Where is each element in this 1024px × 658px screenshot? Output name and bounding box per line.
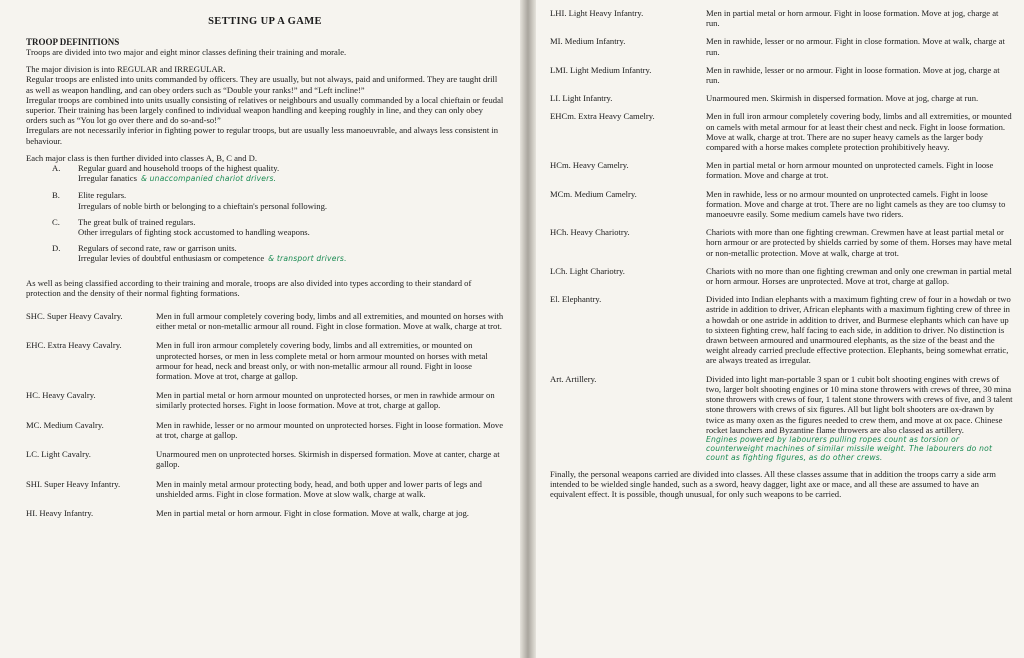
troop-entry-el [550,294,1014,365]
troop-name: SHI. Super Heavy Infantry. [26,478,121,489]
troop-description: Divided into light man-portable 3 span or 1 cubit bolt shooting engines with crews of two, larger bolt shooting engines or 10 mina stone throwers with crews of three, 30 mina stone throwers with crews of four, 1 talent stone throwers with crews of five, and 3 talent stone throwers with crews of six figures. All but light bolt shooters are ox-drawn by twice as many oxen as the figures needed to crew them, and move at ox pace. [706,373,1013,425]
troop-description: Men in partial metal or horn armour mounted on unprotected horses, or men in rawhide armour on similarly protected horses. Fight in loose formation. Move at trot, charge at gallop. [156,390,495,411]
troop-description: Men in partial metal or horn armour mounted on unprotected camels. Fight in loose formation. Move and charge at trot. [706,160,994,181]
regular-paragraph: Regular troops are enlisted into units commanded by officers. They are usually, but not always, paid and uniformed. They are taught drill as well as weapon handling, and can obey orders such as “Double your ranks!” and “Left incline!” [26,74,498,95]
troop-entry-mi [550,36,1014,56]
troop-description: Men in full iron armour completely covering body, limbs and all extremities, or mounted on camels with metal armour for at least their chest and neck. Fight in loose formation. Move at walk, charge at trot. There are no super heavy camels as the larger body compared with a horse makes complete protection prohibitively heavy. [706,111,1012,153]
class-line-regular: Regulars of second rate, raw or garrison units. [78,243,237,254]
class-letter: A. [52,163,61,174]
class-item-d [52,243,504,264]
class-line-regular: The great bulk of trained regulars. [78,216,196,227]
troop-description: Men in mainly metal armour protecting body, head, and both upper and lower parts of legs and unshielded arms. Fight in close formation. Move at slow walk, charge at walk. [156,478,482,499]
artillery-extra-text: Chinese rocket launchers and Byzantine flame throwers are also classed as artillery. [706,414,1003,435]
class-letter: D. [52,243,61,254]
troop-name: LHI. Light Heavy Infantry. [550,8,644,18]
class-line-irregular: Irregular levies of doubtful enthusiasm or competence [78,253,265,264]
troop-description: Men in full armour completely covering body, limbs and all extremities, and mounted on horses with either metal or non-metallic armour all round. Fight in close formation. Move at walk, charge at trot. [156,311,504,332]
troop-entry-lmi [550,65,1014,85]
troop-description: Chariots with more than one fighting crewman. Crewmen have at least partial metal or horn armour or are protected by shields carried by some of them. Horses may have metal or non-metallic protection. Move at walk, charge at trot. [706,227,1012,258]
troop-entry-ehcm [550,111,1014,152]
classes-intro-paragraph: Each major class is then further divided into classes A, B, C and D. [26,152,258,163]
class-letter: B. [52,190,60,201]
troop-entry-mc [26,420,504,440]
page-title: SETTING UP A GAME [208,16,322,27]
handwritten-note: & unaccompanied chariot drivers. [140,174,277,184]
troop-name: El. Elephantry. [550,294,602,305]
final-paragraph: Finally, the personal weapons carried are divided into classes. All these classes assume that in addition the troops carry a side arm intended to be wielded single handed, such as a sword, heavy dagger, light axe or mace, and all these are assumed to have an equivalent effect. It is possible, though unusual, for only such weapons to be carried. [550,468,996,499]
class-line-irregular: Irregular fanatics [78,173,137,184]
troop-entry-li [550,93,1014,103]
troop-entry-lhi [550,8,1014,28]
troop-description: Men in partial metal or horn armour. Fight in close formation. Move at walk, charge at jog. [156,507,469,518]
troop-name: LI. Light Infantry. [550,93,613,104]
troop-name: EHCm. Extra Heavy Camelry. [550,111,655,122]
troop-name: LCh. Light Chariotry. [550,265,625,276]
class-line-irregular: Other irregulars of fighting stock accustomed to handling weapons. [78,227,310,238]
class-item-a [52,163,504,184]
class-item-c [52,217,504,237]
troop-description: Chariots with no more than one fighting crewman and only one crewman in partial metal or horn armour. Horses are unprotected. Move at trot, charge at gallop. [706,265,1012,287]
troop-description: Men in rawhide, less or no armour mounted on unprotected camels. Fight in loose formation. Move and charge at trot. There are no light camels as they are too clumsy to manoeuvre easily. Some medium camels have two riders. [706,188,1006,220]
class-line-regular: Elite regulars. [78,190,127,201]
handwritten-note: Engines powered by labourers pulling ropes count as torsion or counterweight machines of similar missile weight. The labourers do not count as fighting figures, as do other crews. [706,434,993,463]
troop-name: EHC. Extra Heavy Cavalry. [26,340,122,351]
troop-description: Divided into Indian elephants with a maximum fighting crew of four in a howdah or two astride in addition to driver, African elephants with a maximum fighting crew of three in a howdah or one astride in addition to driver, and Burmese elephants which can have up to sixteen fighting crew, half facing to each side, in addition to driver. No distinction is drawn between armoured and unarmoured elephants, as the size of the beast and the weight already carried preclude effective protection. Elephants, being somewhat erratic, are always treated as irregular. [706,294,1011,366]
troop-entry-mcm [550,189,1014,220]
troop-name: SHC. Super Heavy Cavalry. [26,311,123,322]
troop-entry-shi [26,479,504,499]
troop-name: MC. Medium Cavalry. [26,419,104,430]
armour-intro-paragraph: As well as being classified according to their training and morale, troops are also divided into types according to their standard of protection and the density of their normal fighting formations. [26,277,472,298]
troop-name: MCm. Medium Camelry. [550,188,637,199]
troop-name: LC. Light Cavalry. [26,449,91,460]
troop-name: HCh. Heavy Chariotry. [550,227,630,238]
troop-name: HI. Heavy Infantry. [26,507,94,518]
irregular-note-paragraph: Irregulars are not necessarily inferior in fighting power to regular troops, but are usually less manoeuvrable, and always less consistent in behaviour. [26,125,499,146]
troop-entry-art [550,374,1014,463]
troop-name: MI. Medium Infantry. [550,36,626,47]
section-heading: TROOP DEFINITIONS [26,37,120,47]
troop-description: Unarmoured men. Skirmish in dispersed formation. Move at jog, charge at run. [706,93,979,104]
class-line-regular: Regular guard and household troops of the highest quality. [78,163,280,174]
troop-description: Unarmoured men on unprotected horses. Skirmish in dispersed formation. Move at canter, charge at gallop. [156,449,500,470]
troop-name: LMI. Light Medium Infantry. [550,64,652,75]
troop-entry-ehc [26,340,504,381]
troop-entry-hch [550,227,1014,258]
book-gutter [520,0,536,658]
troop-name: Art. Artillery. [550,373,597,384]
troop-entry-hcm [550,160,1014,180]
troop-entry-lc [26,449,504,469]
class-item-b [52,190,504,210]
intro-paragraph: Troops are divided into two major and eight minor classes defining their training and morale. [26,47,347,57]
troop-description: Men in rawhide, lesser or no armour mounted on unprotected horses. Fight in loose formation. Move at trot, charge at gallop. [156,419,504,440]
troop-entry-lch [550,266,1014,286]
class-letter: C. [52,216,60,227]
troop-entry-hc [26,390,504,410]
troop-description: Men in partial metal or horn armour. Fight in loose formation. Move at jog, charge at run. [706,8,999,29]
troop-description: Men in rawhide, lesser or no armour. Fight in close formation. Move at walk, charge at run. [706,36,1005,57]
troop-description: Men in rawhide, lesser or no armour. Fight in loose formation. Move at jog, charge at run. [706,64,1000,86]
troop-entry-hi [26,508,504,518]
troop-name: HCm. Heavy Camelry. [550,160,629,171]
right-page [536,0,1024,658]
troop-description: Men in full iron armour completely covering body, limbs and all extremities, or mounted on unprotected horses, or men in less complete metal or horn armour mounted on horses with metal armour for head, neck and breast only, or with non-metallic armour all round. Fight in loose formation. Move at trot, charge at gallop. [156,340,488,382]
major-division-paragraph: The major division is into REGULAR and IRREGULAR. [26,64,226,75]
class-line-irregular: Irregulars of noble birth or belonging to a chieftain's personal following. [78,200,328,211]
troop-entry-shc [26,311,504,331]
handwritten-note: & transport drivers. [268,254,347,264]
troop-name: HC. Heavy Cavalry. [26,390,96,401]
irregular-paragraph: Irregular troops are combined into units usually consisting of relatives or neighbours and usually commanded by a local chieftain or feudal superior. Their training has been largely confined to individual weapon handling and keeping roughly in line, and they can only obey orders such as “You lot go over there and do so-and-so!” [26,94,504,126]
